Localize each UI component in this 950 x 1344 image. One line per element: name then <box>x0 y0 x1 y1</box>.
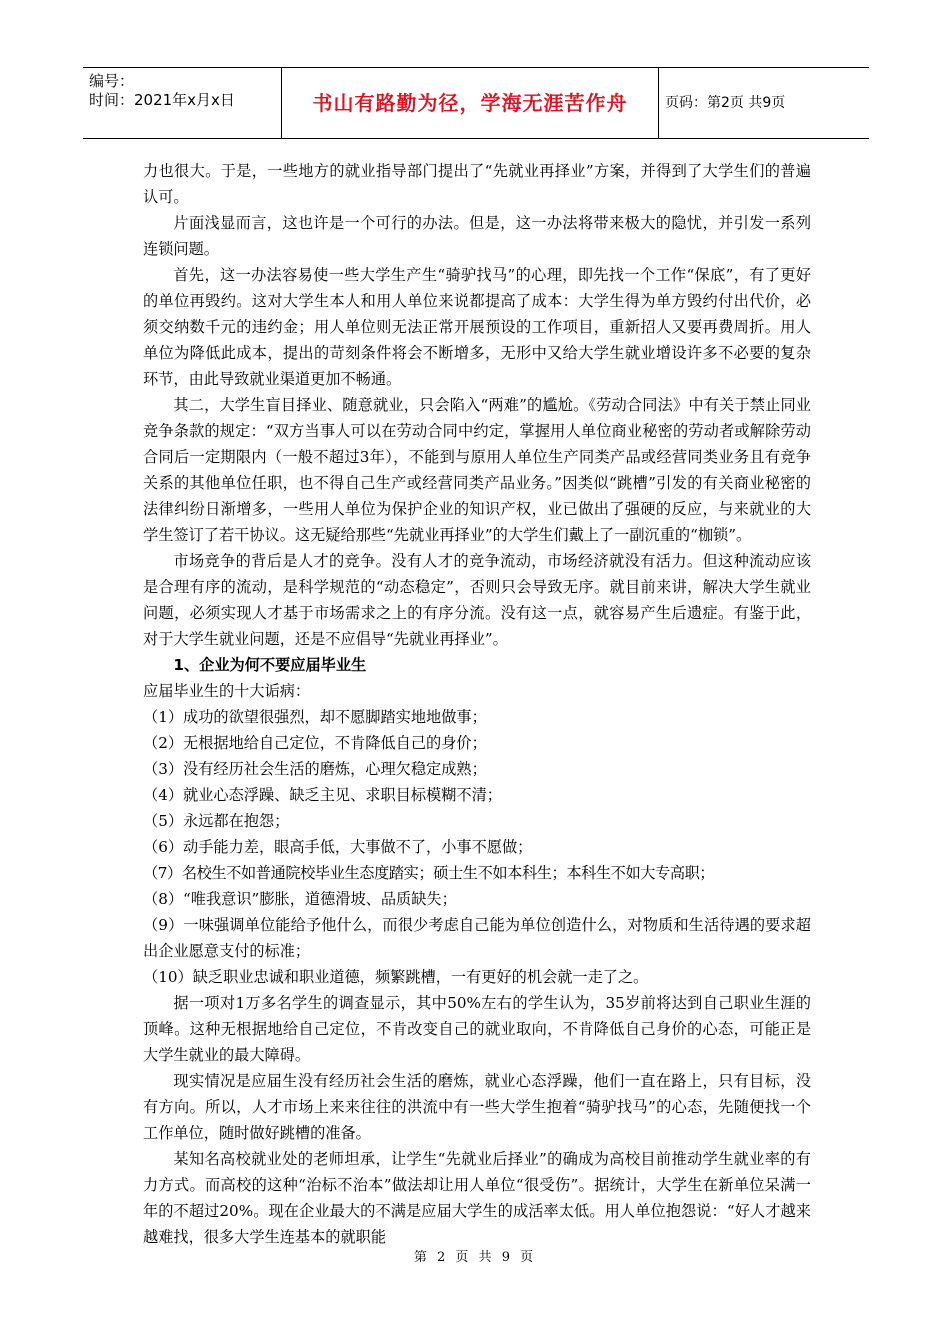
document-body <box>143 158 811 1250</box>
list-item: （6）动手能力差，眼高手低，大事做不了，小事不愿做； <box>143 838 533 856</box>
paragraph-1: 力也很大。于是，一些地方的就业指导部门提出了“先就业再择业”方案，并得到了大学生们的普遍认可。 <box>143 162 811 206</box>
header-motto: 书山有路勤为径，学海无涯苦作舟 <box>312 91 628 115</box>
doc-number-label: 编号： <box>89 72 135 90</box>
list-item: （3）没有经历社会生活的磨炼，心理欠稳定成熟； <box>143 760 487 778</box>
list-intro: 应届毕业生的十大诟病： <box>143 682 311 700</box>
list-item: （1）成功的欲望很强烈，却不愿脚踏实地地做事； <box>143 708 487 726</box>
list-item: （2）无根据地给自己定位，不肯降低自己的身价； <box>143 734 487 752</box>
list-item: （7）名校生不如普通院校毕业生态度踏实；硕士生不如本科生；本科生不如大专高职； <box>143 864 715 882</box>
header-meta <box>89 72 279 110</box>
date-label: 时间：2021年x月x日 <box>89 91 235 109</box>
document-header <box>83 67 869 139</box>
paragraph-3: 首先，这一办法容易使一些大学生产生“骑驴找马”的心理，即先找一个工作“保底”，有了更好的单位再毁约。这对大学生本人和用人单位来说都提高了成本：大学生得为单方毁约付出代价，必须交纳数千元的违约金；用人单位则无法正常开展预设的工作项目，重新招人又要再费周折。用人单位为降低此成本，提出的苛刻条件将会不断增多，无形中又给大学生就业增设许多不必要的复杂环节，由此导致就业渠道更加不畅通。 <box>143 266 811 388</box>
page-footer: 第 2 页 共 9 页 <box>413 1250 537 1265</box>
paragraph-6: 据一项对1万多名学生的调查显示，其中50%左右的学生认为，35岁前将达到自己职业生涯的顶峰。这种无根据地给自己定位，不肯改变自己的就业取向，不肯降低自己身价的心态，可能正是大学生就业的最大障碍。 <box>143 994 811 1064</box>
section-heading: 1、企业为何不要应届毕业生 <box>173 656 367 674</box>
header-page-number: 页码：第2页 共9页 <box>665 95 786 111</box>
list-item: （4）就业心态浮躁、缺乏主见、求职目标模糊不清； <box>143 786 502 804</box>
paragraph-5: 市场竞争的背后是人才的竞争。没有人才的竞争流动，市场经济就没有活力。但这种流动应该是合理有序的流动，是科学规范的“动态稳定”，否则只会导致无序。就目前来讲，解决大学生就业问题，必须实现人才基于市场需求之上的有序分流。没有这一点，就容易产生后遗症。有鉴于此，对于大学生就业问题，还是不应倡导“先就业再择业”。 <box>143 552 811 648</box>
paragraph-2: 片面浅显而言，这也许是一个可行的办法。但是，这一办法将带来极大的隐忧，并引发一系列连锁问题。 <box>143 214 811 258</box>
list-item: （10）缺乏职业忠诚和职业道德，频繁跳槽，一有更好的机会就一走了之。 <box>143 968 649 986</box>
paragraph-7: 现实情况是应届生没有经历社会生活的磨炼，就业心态浮躁，他们一直在路上，只有目标，没有方向。所以，人才市场上来来往往的洪流中有一些大学生抱着“骑驴找马”的心态，先随便找一个工作单位，随时做好跳槽的准备。 <box>143 1072 811 1142</box>
paragraph-8: 某知名高校就业处的老师坦承，让学生“先就业后择业”的确成为高校目前推动学生就业率的有力方式。而高校的这种“治标不治本”做法却让用人单位“很受伤”。据统计，大学生在新单位呆满一年的不超过20%。现在企业最大的不满是应届大学生的成活率太低。用人单位抱怨说：“好人才越来越难找，很多大学生连基本的就职能 <box>143 1150 811 1246</box>
paragraph-4: 其二，大学生盲目择业、随意就业，只会陷入“两难”的尴尬。《劳动合同法》中有关于禁止同业竞争条款的规定：“双方当事人可以在劳动合同中约定，掌握用人单位商业秘密的劳动者或解除劳动合同后一定期限内（一般不超过3年），不能到与原用人单位生产同类产品或经营同类业务且有竞争关系的其他单位任职，也不得自己生产或经营同类产品业务。”因类似“跳槽”引发的有关商业秘密的法律纠纷日渐增多，一些用人单位为保护企业的知识产权，业已做出了强硬的反应，与来就业的大学生签订了若干协议。这无疑给那些“先就业再择业”的大学生们戴上了一副沉重的“枷锁”。 <box>143 396 811 544</box>
header-divider-right <box>658 68 659 138</box>
list-item: （8）“唯我意识”膨胀，道德滑坡、品质缺失； <box>143 890 457 908</box>
list-item: （5）永远都在抱怨； <box>143 812 290 830</box>
list-item: （9）一味强调单位能给予他什么，而很少考虑自己能为单位创造什么，对物质和生活待遇的要求超出企业愿意支付的标准； <box>143 916 811 960</box>
